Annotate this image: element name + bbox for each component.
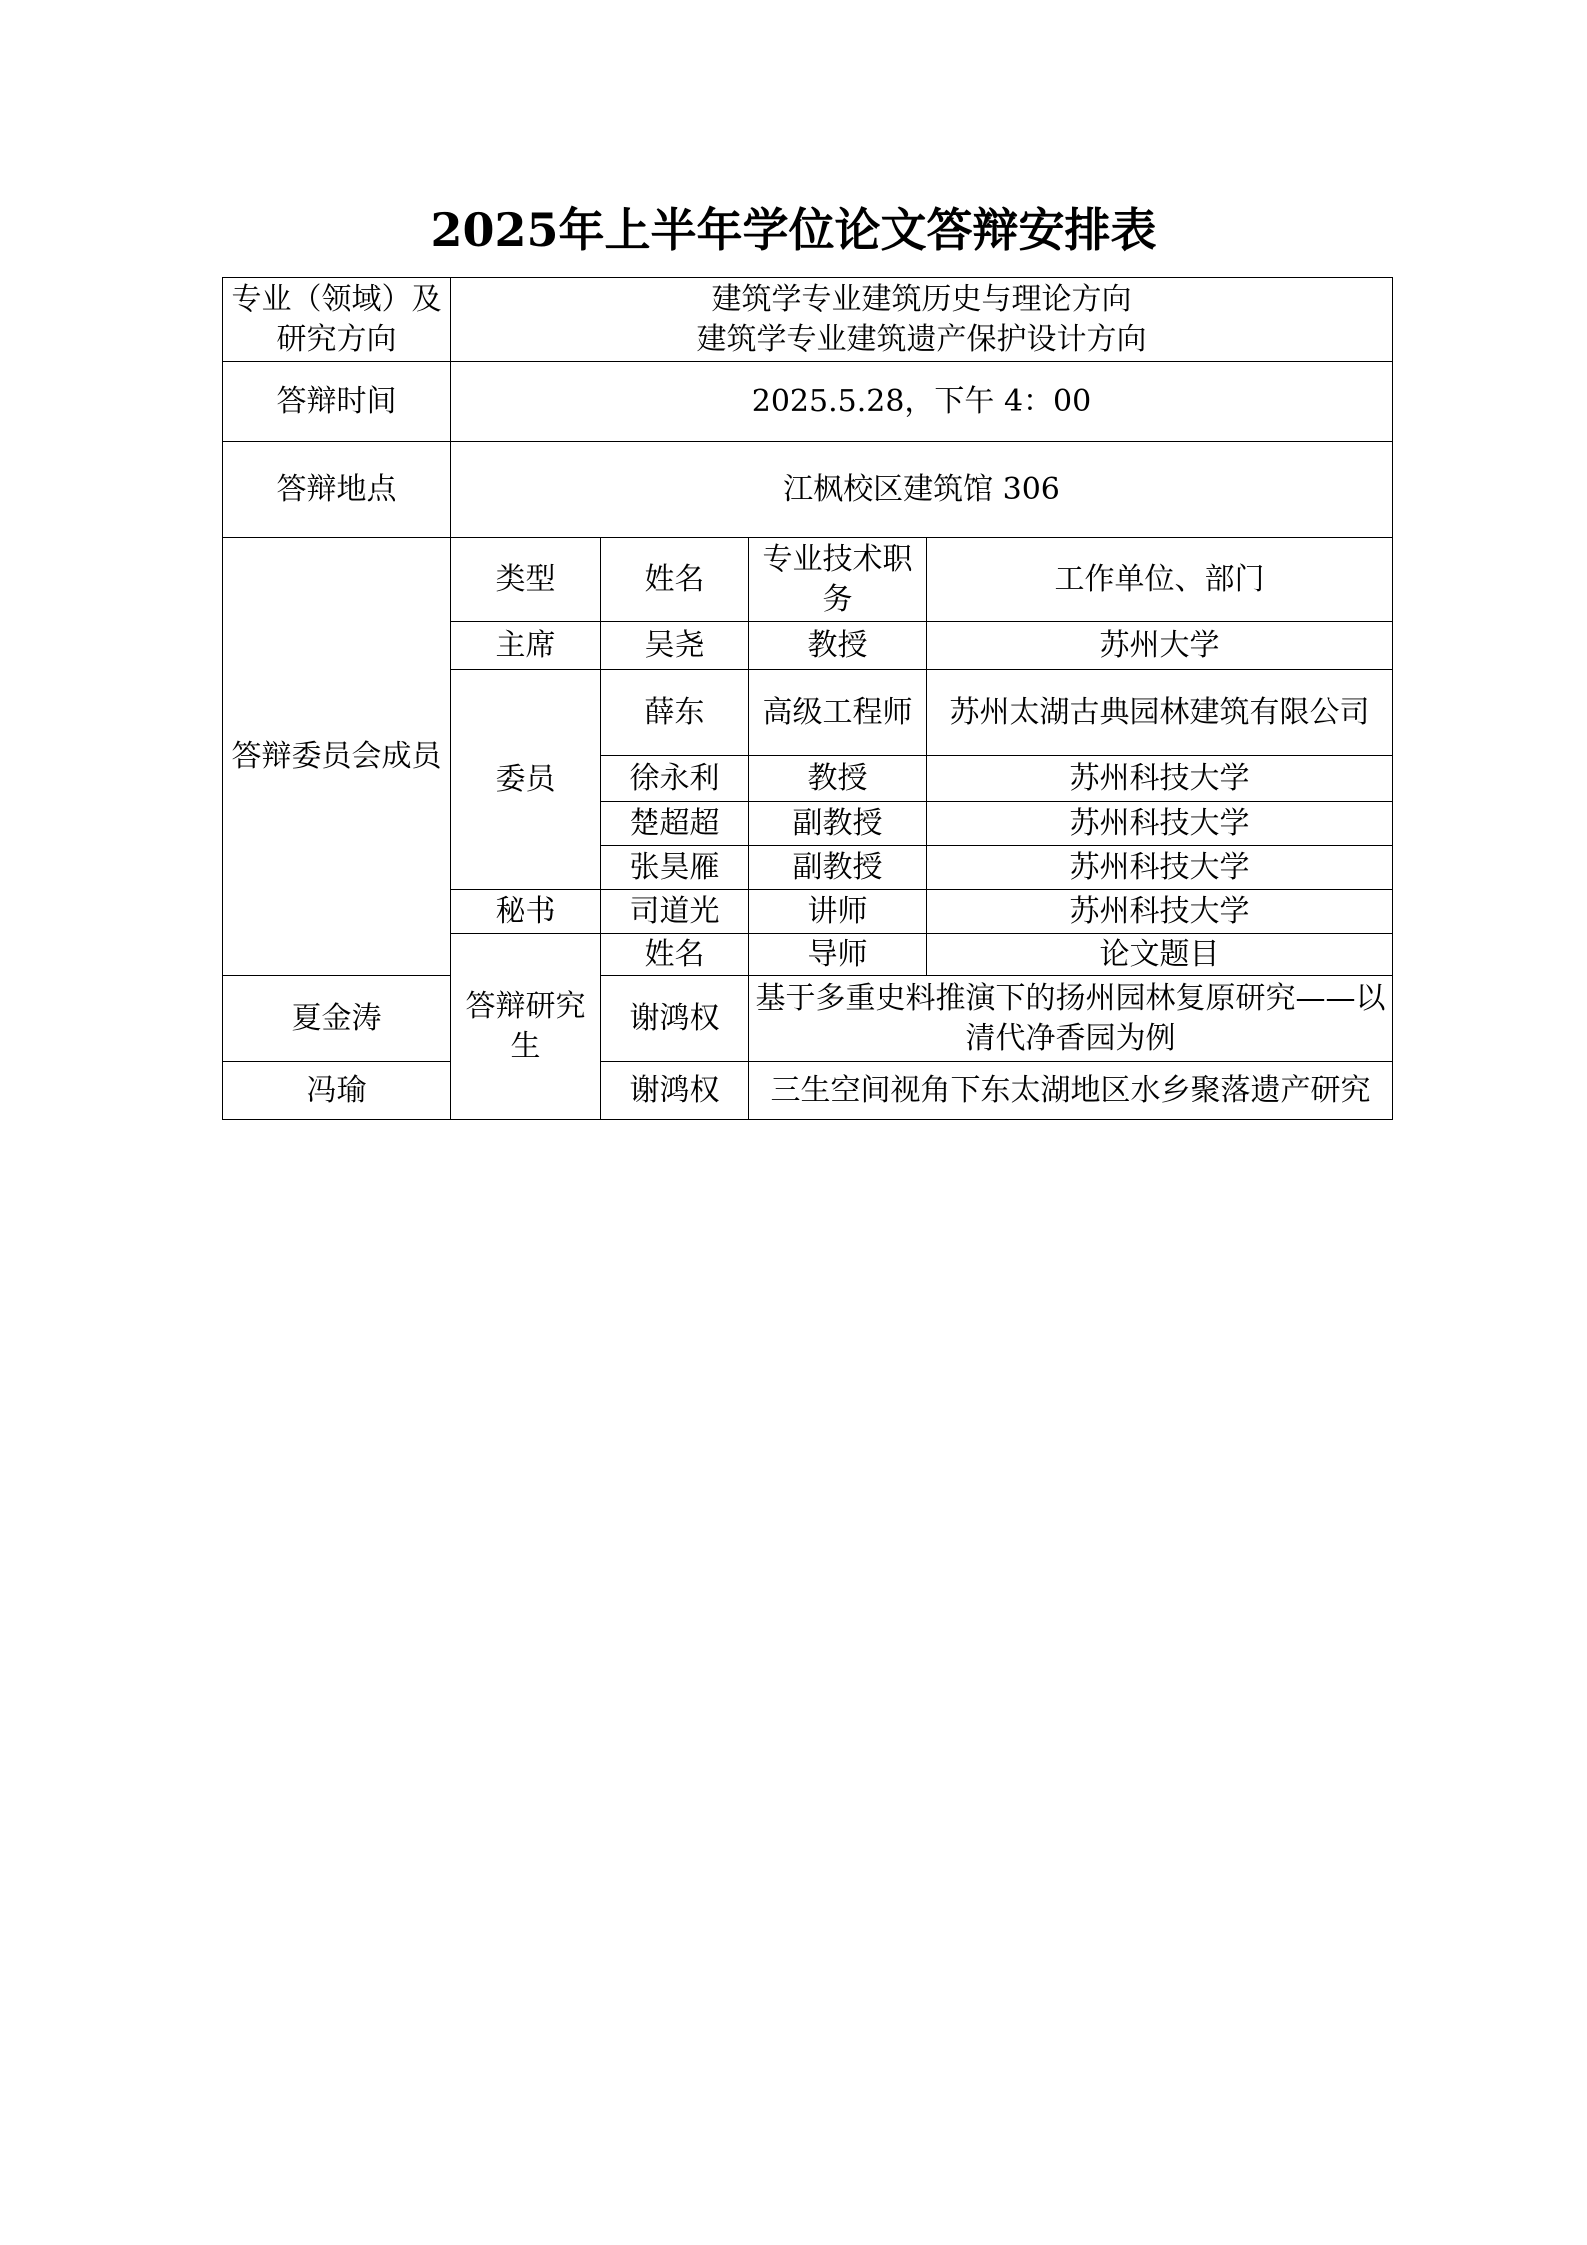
member-title: 副教授 [749, 846, 927, 890]
members-type: 委员 [451, 670, 601, 890]
chair-title: 教授 [749, 622, 927, 670]
secretary-type: 秘书 [451, 890, 601, 934]
student-name: 冯瑜 [223, 1062, 451, 1120]
member-name: 张昊雁 [601, 846, 749, 890]
member-title: 副教授 [749, 802, 927, 846]
chair-unit: 苏州大学 [927, 622, 1393, 670]
time-label: 答辩时间 [223, 362, 451, 442]
member-title: 教授 [749, 756, 927, 802]
committee-header-title: 专业技术职务 [749, 538, 927, 622]
member-unit: 苏州科技大学 [927, 802, 1393, 846]
major-row [223, 278, 1393, 362]
student-row [223, 1062, 1393, 1120]
location-value: 江枫校区建筑馆 306 [451, 442, 1393, 538]
committee-label: 答辩委员会成员 [223, 538, 451, 976]
major-value-2: 建筑学专业建筑遗产保护设计方向 [696, 321, 1147, 357]
student-row [223, 976, 1393, 1062]
student-topic: 三生空间视角下东太湖地区水乡聚落遗产研究 [749, 1062, 1393, 1120]
member-unit: 苏州科技大学 [927, 756, 1393, 802]
major-label: 专业（领域）及研究方向 [223, 278, 451, 362]
location-label: 答辩地点 [223, 442, 451, 538]
member-unit: 苏州太湖古典园林建筑有限公司 [927, 670, 1393, 756]
member-unit: 苏州科技大学 [927, 846, 1393, 890]
page-title: 2025年上半年学位论文答辩安排表 [430, 203, 1157, 257]
time-row [223, 362, 1393, 442]
student-topic: 基于多重史料推演下的扬州园林复原研究——以清代净香园为例 [749, 976, 1393, 1062]
member-name: 薛东 [601, 670, 749, 756]
time-value: 2025.5.28，下午 4：00 [451, 362, 1393, 442]
member-name: 楚超超 [601, 802, 749, 846]
student-advisor: 谢鸿权 [601, 976, 749, 1062]
secretary-title: 讲师 [749, 890, 927, 934]
chair-name: 吴尧 [601, 622, 749, 670]
location-row [223, 442, 1393, 538]
committee-header-type: 类型 [451, 538, 601, 622]
students-label: 答辩研究生 [451, 934, 601, 1120]
students-header-name: 姓名 [601, 934, 749, 976]
committee-header-row [223, 538, 1393, 622]
secretary-unit: 苏州科技大学 [927, 890, 1393, 934]
committee-header-name: 姓名 [601, 538, 749, 622]
students-header-topic: 论文题目 [927, 934, 1393, 976]
major-values [451, 278, 1393, 362]
student-name: 夏金涛 [223, 976, 451, 1062]
students-header-advisor: 导师 [749, 934, 927, 976]
chair-type: 主席 [451, 622, 601, 670]
defense-schedule-table [222, 277, 1393, 1120]
member-name: 徐永利 [601, 756, 749, 802]
major-value-1: 建筑学专业建筑历史与理论方向 [711, 281, 1132, 317]
committee-header-unit: 工作单位、部门 [927, 538, 1393, 622]
secretary-name: 司道光 [601, 890, 749, 934]
member-title: 高级工程师 [749, 670, 927, 756]
student-advisor: 谢鸿权 [601, 1062, 749, 1120]
